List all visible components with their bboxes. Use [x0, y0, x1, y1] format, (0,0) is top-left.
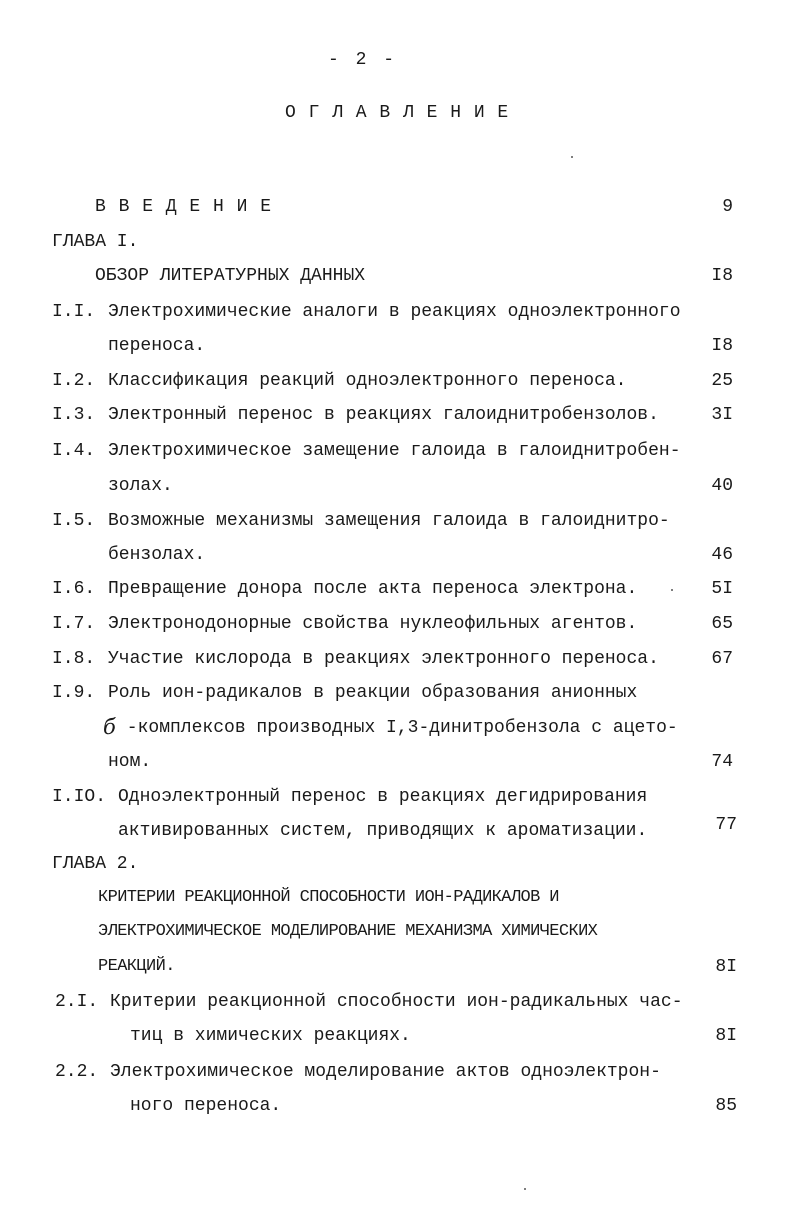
chapter-1-title-page: I8	[711, 266, 733, 286]
entry-title-cont: золах.	[108, 476, 173, 496]
entry-page: 77	[715, 815, 737, 835]
entry-page: I8	[711, 336, 733, 356]
entry-number: 2.2.	[55, 1062, 99, 1082]
speck	[571, 156, 573, 158]
chapter-2-title-cont: ЭЛЕКТРОХИМИЧЕСКОЕ МОДЕЛИРОВАНИЕ МЕХАНИЗМА ХИМИЧЕСКИХ	[98, 922, 598, 941]
entry-page: 8I	[715, 1026, 737, 1046]
entry-number: I.4.	[52, 441, 96, 461]
page-number: - 2 -	[328, 50, 398, 70]
entry-page: 65	[711, 614, 733, 634]
entry-title-cont: бензолах.	[108, 545, 206, 565]
chapter-1-label: ГЛАВА I.	[52, 232, 139, 252]
entry-title: Электрохимические аналоги в реакциях одноэлектронного	[108, 302, 681, 322]
entry-title: Участие кислорода в реакциях электронного переноса.	[108, 649, 659, 669]
entry-page: 3I	[711, 405, 733, 425]
entry-title-cont: ном.	[108, 752, 152, 772]
entry-page: 5I	[711, 579, 733, 599]
entry-number: I.8.	[52, 649, 96, 669]
entry-number: 2.I.	[55, 992, 99, 1012]
entry-title-cont: -комплексов производных I,3-динитробензола с ацето-	[116, 718, 678, 738]
entry-page: 85	[715, 1096, 737, 1116]
entry-title-cont: переноса.	[108, 336, 206, 356]
chapter-2-title: КРИТЕРИИ РЕАКЦИОННОЙ СПОСОБНОСТИ ИОН-РАДИКАЛОВ И	[98, 888, 559, 907]
entry-title-cont: ного переноса.	[130, 1096, 282, 1116]
entry-page: 46	[711, 545, 733, 565]
entry-title: Превращение донора после акта переноса электрона.	[108, 579, 638, 599]
entry-number: I.7.	[52, 614, 96, 634]
entry-page: 40	[711, 476, 733, 496]
entry-title-cont: активированных систем, приводящих к ароматизации.	[118, 821, 648, 841]
entry-page: 67	[711, 649, 733, 669]
toc-heading: О Г Л А В Л Е Н И Е	[285, 103, 510, 123]
entry-number: I.9.	[52, 683, 96, 703]
entry-number: I.5.	[52, 511, 96, 531]
entry-number: I.6.	[52, 579, 96, 599]
entry-number: I.I.	[52, 302, 96, 322]
entry-title-cont: тиц в химических реакциях.	[130, 1026, 411, 1046]
intro-label: В В Е Д Е Н И Е	[95, 197, 273, 217]
entry-number: I.3.	[52, 405, 96, 425]
entry-title: Электрохимическое моделирование актов одноэлектрон-	[110, 1062, 661, 1082]
intro-page: 9	[722, 197, 733, 217]
entry-page: 74	[711, 752, 733, 772]
entry-title: Электронодонорные свойства нуклеофильных агентов.	[108, 614, 638, 634]
entry-number: I.IO.	[52, 787, 107, 807]
entry-title: Роль ион-радикалов в реакции образования анионных	[108, 683, 638, 703]
entry-title: Электронный перенос в реакциях галоиднитробензолов.	[108, 405, 659, 425]
entry-title: Классификация реакций одноэлектронного переноса.	[108, 371, 627, 391]
entry-number: I.2.	[52, 371, 96, 391]
entry-title: Критерии реакционной способности ион-радикальных час-	[110, 992, 683, 1012]
sigma-symbol: б	[103, 715, 116, 739]
chapter-2-title-cont: РЕАКЦИЙ.	[98, 957, 175, 976]
entry-title: Одноэлектронный перенос в реакциях дегидрирования	[118, 787, 648, 807]
entry-title: Электрохимическое замещение галоида в галоиднитробен-	[108, 441, 681, 461]
entry-page: 25	[711, 371, 733, 391]
entry-title: Возможные механизмы замещения галоида в галоиднитро-	[108, 511, 670, 531]
chapter-1-title: ОБЗОР ЛИТЕРАТУРНЫХ ДАННЫХ	[95, 266, 366, 286]
chapter-2-label: ГЛАВА 2.	[52, 854, 139, 874]
chapter-2-title-page: 8I	[715, 957, 737, 977]
speck	[524, 1188, 526, 1190]
